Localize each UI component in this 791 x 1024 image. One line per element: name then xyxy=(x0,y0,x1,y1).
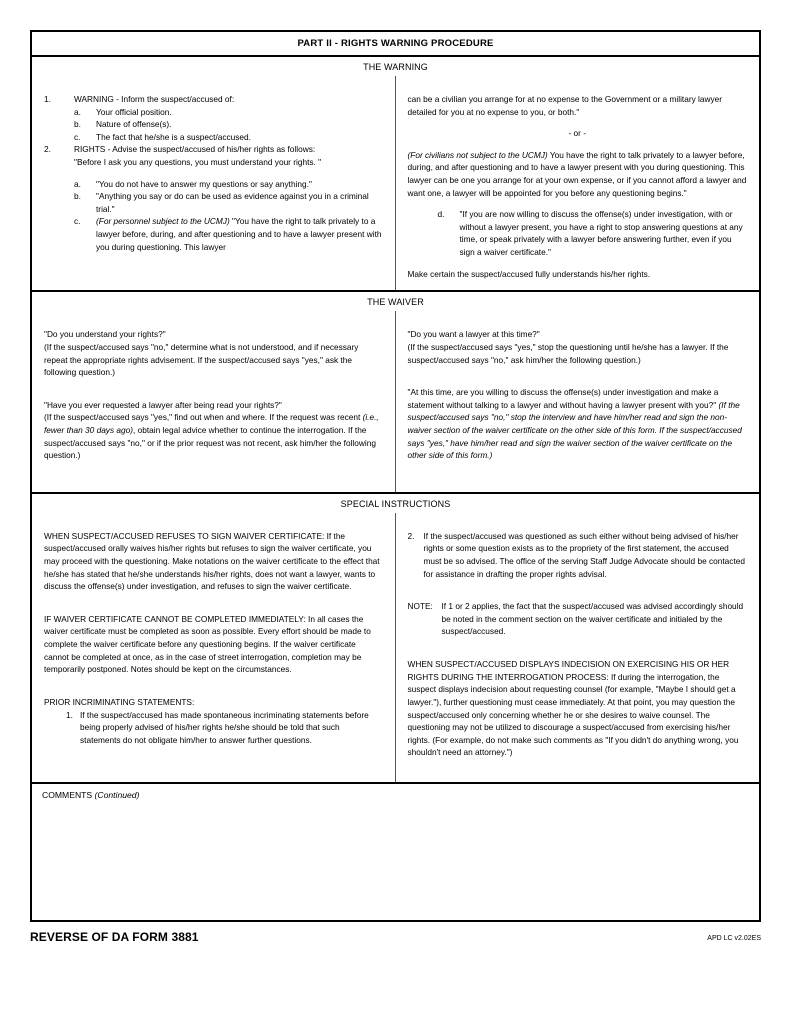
special-p3-list xyxy=(66,709,383,747)
waiver-question-4 xyxy=(408,386,748,462)
section-the-warning xyxy=(32,57,759,290)
section-heading-special: SPECIAL INSTRUCTIONS xyxy=(340,498,451,509)
sub-marker-a2: a. xyxy=(74,178,81,189)
warning-item-2-text: RIGHTS - Advise the suspect/accused of his/her rights as follows: xyxy=(74,144,316,155)
waiver-q2-note-italic: (i.e., fewer than 30 days ago) xyxy=(44,412,379,435)
warning-item-2-sublist xyxy=(74,178,383,254)
special-note-text: If 1 or 2 applies, the fact that the suspect/accused was advised accordingly should be noted in the comment section on the waiver certificate and initialed by the suspect/accused. xyxy=(441,601,744,637)
list-item xyxy=(74,106,383,119)
sub-text-a2: "You do not have to answer my questions or say anything." xyxy=(96,178,312,189)
warning-closing-text: Make certain the suspect/accused fully understands his/her rights. xyxy=(407,268,651,279)
waiver-q4-italic: (If the suspect/accused says "no," stop the interview and have him/her read and sign the non-waiver section of the waiver certificate on the other side of this form. If the suspect/accused says "yes," have him/her read and sign the waiver section of the waiver certificate on the other side of this form.) xyxy=(407,399,742,461)
sub-marker-a: a. xyxy=(74,106,81,117)
special-left-paragraph-2 xyxy=(44,613,383,676)
special-left-column xyxy=(32,513,396,782)
warning-item-2 xyxy=(44,143,383,168)
warning-or-divider: - or - xyxy=(568,128,586,139)
sub-marker-c2: c. xyxy=(74,216,81,227)
warning-item-2-marker: 2. xyxy=(44,144,51,155)
waiver-question-1-note: (If the suspect/accused says "no," determine what is not understood, and if necessary repeat the appropriate rights advisement. If the suspect/accused says "yes," ask the following question.) xyxy=(44,341,359,378)
section-the-waiver xyxy=(32,290,759,491)
section-heading-waiver: THE WAIVER xyxy=(367,297,424,308)
waiver-question-2-note xyxy=(44,411,383,461)
sub-marker-c: c. xyxy=(74,131,81,142)
list-item xyxy=(74,118,383,131)
special-left-paragraph-1 xyxy=(44,530,383,593)
list-item xyxy=(74,178,383,191)
warning-left-column xyxy=(32,76,396,290)
sub-marker-d: d. xyxy=(437,209,445,220)
waiver-question-2: "Have you ever requested a lawyer after being read your rights?" xyxy=(44,399,282,410)
warning-continuation-text: can be a civilian you arrange for at no expense to the Government or a military lawyer detailed for you at no expense to you, or both." xyxy=(407,94,723,117)
special-right-p-lead: WHEN SUSPECT/ACCUSED DISPLAYS INDECISION ON EXERCISING HIS OR HER RIGHTS DURING THE INTERROGATION PROCESS: xyxy=(407,659,730,682)
waiver-q2-note-b: , obtain legal advice whether to continue the interrogation. If the suspect/accused says "no," or if the prior request was not recent, ask him/her the following question.) xyxy=(44,424,376,461)
warning-civilian-rest: You have the right to talk privately to a lawyer before, during, and after questioning and to have a lawyer present with you during questioning. This lawyer can be one you arrange for at your own expense, or if you cannot afford a lawyer and want one, a lawyer will be appointed for you before any questioning begins." xyxy=(407,149,747,198)
warning-item-1-text: WARNING - Inform the suspect/accused of: xyxy=(74,94,235,104)
sub-text-c2-rest: "You have the right to talk privately to a lawyer before, during, and after questioning and to have a lawyer present with you during questioning. This lawyer xyxy=(96,216,382,252)
warning-item-d-wrap xyxy=(438,208,748,258)
footer-form-name: REVERSE OF DA FORM 3881 xyxy=(30,929,199,944)
special-note xyxy=(408,600,748,638)
form-title: PART II - RIGHTS WARNING PROCEDURE xyxy=(32,32,759,57)
special-p2-rest: In all cases the waiver certificate must be completed as soon as possible. Every effort should be made to complete the waiver certificate before any questioning begins. If the waiver certificate cannot be completed at once, as in the case of street interrogation, completion may be temporarily postponed. Notes should be kept on the circumstances. xyxy=(44,613,371,675)
special-columns xyxy=(32,513,759,782)
special-item-2-text: If the suspect/accused was questioned as such either without being advised of his/her rights or some question exists as to the propriety of the first statement, the accused must be so advised. The office of the serving Staff Judge Advocate should be contacted for assistance in drafting the proper rights advisal. xyxy=(423,530,745,579)
waiver-left-column xyxy=(32,311,396,491)
special-p1-rest: If the suspect/accused orally waives his/her rights but refuses to sign the waiver certificate, you may proceed with the questioning. Make notations on the waiver certificate to the effect that he/she has stated that he/she understands his/her rights, does not want a lawyer, wants to discuss the offense(s) under investigation, and refuses to sign the waiver certificate. xyxy=(44,530,380,592)
warning-civilian-paragraph xyxy=(408,149,748,199)
sub-text-c2-italic: (For personnel subject to the UCMJ) xyxy=(96,216,230,227)
waiver-columns xyxy=(32,311,759,491)
comments-label xyxy=(42,790,749,800)
special-right-paragraph xyxy=(408,658,748,759)
list-item xyxy=(66,709,383,747)
form-frame xyxy=(30,30,761,922)
sub-text-d: "If you are now willing to discuss the offense(s) under investigation, with or without a lawyer present, you have a right to stop answering questions at any time, or speak privately with a lawyer before answering further, even if you sign a waiver certificate." xyxy=(459,209,743,258)
section-heading-warning: THE WARNING xyxy=(363,62,428,72)
sub-text-a: Your official position. xyxy=(96,106,172,117)
warning-item-1-sublist xyxy=(74,106,383,144)
waiver-question-1: "Do you understand your rights?" xyxy=(44,329,166,340)
special-item-2 xyxy=(408,530,748,580)
warning-item-1 xyxy=(44,93,383,106)
waiver-right-column xyxy=(396,311,760,491)
form-footer xyxy=(30,922,761,944)
sub-text-b: Nature of offense(s). xyxy=(96,119,172,130)
sub-marker-b: b. xyxy=(74,119,81,130)
sub-text-b2: "Anything you say or do can be used as evidence against you in a criminal trial." xyxy=(96,191,369,214)
sub-marker-b2: b. xyxy=(74,191,81,202)
special-p3-item-text: If the suspect/accused has made spontaneous incriminating statements before being properly advised of his/her rights he/she should be told that such statements do not obligate him/her to answer further questions. xyxy=(80,709,369,745)
special-note-marker: NOTE: xyxy=(407,601,433,612)
comments-label-main: COMMENTS xyxy=(42,789,93,800)
list-item xyxy=(74,215,383,253)
waiver-question-3-note: (If the suspect/accused says "yes," stop the questioning until he/she has a lawyer. If the suspect/accused says "no," ask him/her the following question.) xyxy=(407,341,729,365)
footer-version: APD LC v2.02ES xyxy=(707,934,761,942)
special-p3-item-marker: 1. xyxy=(66,709,73,720)
warning-columns xyxy=(32,76,759,290)
warning-civilian-italic: (For civilians not subject to the UCMJ) xyxy=(407,149,548,160)
special-item-2-marker: 2. xyxy=(407,530,415,541)
waiver-q2-note-a: (If the suspect/accused says "yes," find out when and where. If the request was recent xyxy=(44,412,363,423)
list-item xyxy=(74,190,383,215)
waiver-q4-roman: "At this time, are you willing to discuss the offense(s) under investigation and make a statement without talking to a lawyer and without having a lawyer present with you?" xyxy=(407,387,719,410)
list-item xyxy=(438,208,748,258)
special-p2-lead: IF WAIVER CERTIFICATE CANNOT BE COMPLETED IMMEDIATELY: xyxy=(44,613,306,624)
list-item xyxy=(74,131,383,144)
comments-section[interactable] xyxy=(32,782,759,920)
special-right-p-rest: If during the interrogation, the suspect displays indecision about requesting counsel (for example, "Maybe I should get a lawyer."), further questioning must cease immediately. At that point, you may question the suspect/accused only concerning whether he or she desires to waive counsel. The questioning may not be utilized to discourage a suspect/accused from exercising his/her rights. (For example, do not make such comments as "If you didn't do anything wrong, you shouldn't need an attorney.") xyxy=(407,671,739,758)
special-right-column xyxy=(396,513,760,782)
warning-right-column xyxy=(396,76,760,290)
section-special-instructions xyxy=(32,492,759,782)
sub-text-c: The fact that he/she is a suspect/accused. xyxy=(96,131,251,142)
waiver-question-3: "Do you want a lawyer at this time?" xyxy=(407,329,540,340)
special-p3-lead: PRIOR INCRIMINATING STATEMENTS: xyxy=(44,696,195,707)
special-p1-lead: WHEN SUSPECT/ACCUSED REFUSES TO SIGN WAIVER CERTIFICATE: xyxy=(44,530,325,541)
warning-item-1-marker: 1. xyxy=(44,94,51,104)
warning-item-2-quote: "Before I ask you any questions, you must understand your rights. " xyxy=(74,157,322,168)
comments-label-continued: (Continued) xyxy=(94,789,140,800)
